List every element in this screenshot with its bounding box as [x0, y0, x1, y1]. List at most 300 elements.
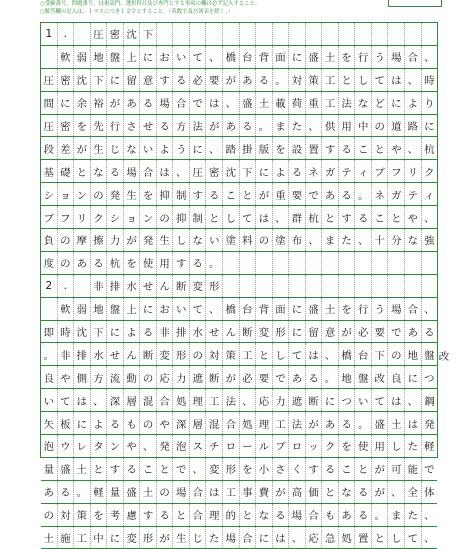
grid-cell: 変 [190, 275, 207, 297]
grid-cell: 排 [173, 321, 190, 343]
grid-cell: 。 [355, 412, 372, 434]
grid-cell: 余 [74, 92, 91, 114]
grid-cell: ク [424, 166, 435, 179]
grid-cell: 動 [124, 366, 141, 388]
grid-row [41, 206, 437, 229]
grid-cell: 土 [41, 527, 58, 549]
grid-cell: こ [339, 458, 356, 480]
grid-cell: 盤 [424, 349, 435, 362]
grid-cell: 発 [424, 418, 435, 431]
grid-cell: 場 [157, 92, 174, 114]
grid-cell: ン [107, 435, 124, 457]
grid-cell [273, 252, 290, 274]
grid-cell: ウ [58, 435, 75, 457]
grid-cell: し [223, 206, 240, 228]
grid-cell: 水 [91, 343, 108, 365]
grid-cell: 群 [289, 206, 306, 228]
grid-cell: 、 [273, 206, 290, 228]
grid-cell: し [355, 69, 372, 91]
grid-cell: タ [91, 435, 108, 457]
grid-cell: 要 [289, 183, 306, 205]
grid-cell: る [339, 183, 356, 205]
grid-cell: 合 [405, 46, 422, 68]
grid-row [41, 343, 437, 366]
grid-cell: ク [91, 206, 108, 228]
grid-cell: と [173, 504, 190, 526]
grid-cell: 供 [322, 115, 339, 137]
grid-cell: ッ [306, 435, 323, 457]
grid-cell: る [339, 137, 356, 159]
grid-cell: 発 [107, 183, 124, 205]
grid-cell: す [339, 206, 356, 228]
grid-cell: を [273, 137, 290, 159]
grid-cell: 使 [355, 435, 372, 457]
grid-cell: 盤 [355, 366, 372, 388]
grid-cell: 下 [140, 23, 157, 45]
grid-cell: 非 [91, 275, 108, 297]
grid-cell [289, 252, 306, 274]
grid-cell: て [58, 389, 75, 411]
grid-cell [240, 23, 257, 45]
grid-cell: 意 [140, 69, 157, 91]
grid-cell: な [405, 229, 422, 251]
grid-cell: 発 [140, 229, 157, 251]
grid-row [41, 298, 437, 321]
grid-cell: た [206, 527, 223, 549]
grid-cell: 密 [206, 160, 223, 182]
grid-cell: 段 [41, 137, 58, 159]
grid-cell: 理 [206, 504, 223, 526]
grid-cell: な [190, 229, 207, 251]
grid-cell: ョ [124, 206, 141, 228]
grid-cell: す [306, 458, 323, 480]
grid-cell: レ [74, 435, 91, 457]
grid-cell: 断 [240, 321, 257, 343]
grid-cell: る [424, 327, 435, 340]
grid-cell [74, 275, 91, 297]
grid-cell: は [206, 481, 223, 503]
grid-cell: を [339, 298, 356, 320]
grid-cell: 。 [256, 115, 273, 137]
grid-cell: 変 [256, 321, 273, 343]
grid-cell: に [256, 527, 273, 549]
grid-cell: 抑 [157, 183, 174, 205]
grid-cell [256, 23, 273, 45]
grid-cell: 形 [140, 527, 157, 549]
grid-cell: が [273, 481, 290, 503]
grid-cell: 中 [355, 115, 372, 137]
grid-cell: 的 [223, 504, 240, 526]
grid-cell: こ [355, 137, 372, 159]
grid-row [41, 275, 437, 298]
grid-cell: に [140, 298, 157, 320]
grid-cell: は [157, 160, 174, 182]
grid-cell: 対 [289, 69, 306, 91]
grid-cell: シ [41, 183, 58, 205]
grid-cell: や [157, 412, 174, 434]
grid-cell: せ [206, 321, 223, 343]
grid-row [41, 183, 437, 206]
grid-cell: よ [91, 412, 108, 434]
grid-cell: 理 [256, 412, 273, 434]
grid-cell: 対 [206, 343, 223, 365]
grid-cell: に [140, 46, 157, 68]
grid-cell: ネ [306, 160, 323, 182]
grid-cell: と [372, 137, 389, 159]
grid-cell: 軽 [424, 441, 435, 454]
grid-cell: 非 [157, 321, 174, 343]
grid-cell: と [322, 481, 339, 503]
grid-cell: 行 [107, 115, 124, 137]
grid-row [41, 435, 437, 458]
grid-cell: 橋 [223, 298, 240, 320]
grid-cell: が [206, 115, 223, 137]
grid-cell: 重 [306, 92, 323, 114]
grid-cell: . [58, 275, 75, 297]
grid-cell: ン [74, 183, 91, 205]
grid-cell: 、 [405, 69, 422, 91]
grid-cell: 小 [256, 458, 273, 480]
grid-row [41, 92, 437, 115]
grid-cell: に [107, 321, 124, 343]
grid-cell: 、 [424, 212, 435, 225]
grid-cell: や [58, 366, 75, 388]
grid-cell: ブ [372, 160, 389, 182]
grid-cell: 負 [41, 229, 58, 251]
grid-cell: な [339, 481, 356, 503]
grid-cell: 塗 [223, 229, 240, 251]
grid-cell: 工 [322, 92, 339, 114]
grid-cell: 断 [306, 389, 323, 411]
grid-cell: 背 [256, 298, 273, 320]
grid-cell: に [289, 46, 306, 68]
grid-cell: ロ [289, 435, 306, 457]
grid-cell: さ [273, 458, 290, 480]
header-box [388, 0, 442, 7]
instruction-line-2: ○解答欄の記入は、１マスにつき１文字とすること。（英数字及び図表を除く。） [40, 9, 234, 15]
grid-cell: が [256, 183, 273, 205]
grid-cell: は [74, 389, 91, 411]
grid-cell: 、 [206, 46, 223, 68]
grid-cell: 体 [424, 487, 435, 500]
grid-cell: 合 [223, 412, 240, 434]
grid-cell [273, 23, 290, 45]
grid-cell: あ [41, 481, 58, 503]
grid-cell: 遮 [190, 366, 207, 388]
grid-cell [306, 252, 323, 274]
grid-cell [74, 23, 91, 45]
grid-row [41, 160, 437, 183]
grid-cell: 、 [190, 458, 207, 480]
grid-cell: お [157, 46, 174, 68]
grid-cell: る [58, 481, 75, 503]
grid-cell: 橋 [223, 46, 240, 68]
grid-row [41, 46, 437, 69]
grid-cell: 断 [173, 275, 190, 297]
grid-cell [405, 252, 422, 274]
grid-cell: と [240, 183, 257, 205]
grid-cell: 費 [256, 481, 273, 503]
grid-cell: 弱 [74, 46, 91, 68]
instruction-line-1: ○受験番号、問題番号、技術部門、選択科目及び専門とする事項の欄は必ず記入すること。 [40, 1, 261, 7]
grid-cell: と [388, 206, 405, 228]
grid-cell: あ [289, 366, 306, 388]
grid-cell: 強 [424, 235, 435, 248]
grid-cell: 、 [173, 160, 190, 182]
grid-cell: フ [58, 206, 75, 228]
grid-cell: 土 [256, 92, 273, 114]
grid-cell: 2 [41, 275, 58, 297]
grid-cell: 密 [58, 115, 75, 137]
grid-row [41, 458, 437, 481]
grid-cell: す [322, 137, 339, 159]
grid-cell: と [74, 160, 91, 182]
grid-cell: 、 [306, 115, 323, 137]
grid-cell: る [157, 504, 174, 526]
grid-cell: て [240, 206, 257, 228]
grid-cell: ョ [58, 183, 75, 205]
grid-cell: せ [107, 343, 124, 365]
grid-cell: 地 [405, 343, 422, 365]
grid-cell: 意 [322, 321, 339, 343]
grid-cell: 力 [107, 229, 124, 251]
grid-cell: て [405, 527, 422, 549]
grid-cell: る [140, 92, 157, 114]
grid-cell: る [289, 160, 306, 182]
grid-cell: 沈 [223, 160, 240, 182]
grid-cell: や [124, 435, 141, 457]
grid-row [41, 69, 437, 92]
grid-cell: も [322, 504, 339, 526]
grid-cell: 処 [339, 527, 356, 549]
grid-cell: る [273, 504, 290, 526]
grid-cell: が [223, 366, 240, 388]
grid-row [41, 389, 437, 412]
grid-cell: フ [388, 160, 405, 182]
grid-cell: 時 [424, 75, 435, 88]
grid-cell: 荷 [289, 92, 306, 114]
grid-cell: 断 [140, 343, 157, 365]
grid-cell: 、 [424, 510, 435, 523]
grid-cell: 全 [405, 481, 422, 503]
grid-cell: 裕 [91, 92, 108, 114]
grid-cell: 層 [190, 412, 207, 434]
grid-cell: 水 [190, 321, 207, 343]
grid-cell: は [206, 92, 223, 114]
grid-cell: こ [140, 458, 157, 480]
grid-cell: を [140, 183, 157, 205]
grid-cell: 合 [190, 481, 207, 503]
grid-cell: る [190, 252, 207, 274]
grid-cell: 上 [124, 298, 141, 320]
grid-cell: て [190, 298, 207, 320]
grid-cell: に [388, 92, 405, 114]
grid-cell: を [339, 46, 356, 68]
grid-cell: 盛 [58, 458, 75, 480]
grid-cell: 盤 [107, 46, 124, 68]
grid-cell: る [355, 481, 372, 503]
grid-cell: 水 [124, 275, 141, 297]
grid-cell: の [140, 366, 157, 388]
grid-row [41, 412, 437, 435]
grid-cell: 可 [388, 458, 405, 480]
grid-cell [388, 252, 405, 274]
grid-cell: る [91, 252, 108, 274]
grid-cell [223, 275, 240, 297]
grid-cell: 応 [306, 527, 323, 549]
grid-cell: に [256, 160, 273, 182]
grid-cell: る [173, 69, 190, 91]
grid-cell: 制 [190, 206, 207, 228]
grid-cell: で [306, 183, 323, 205]
grid-cell: は [256, 206, 273, 228]
grid-cell: の [388, 343, 405, 365]
grid-cell [240, 252, 257, 274]
grid-cell: を [240, 458, 257, 480]
grid-cell: ネ [372, 183, 389, 205]
grid-cell: 盛 [124, 481, 141, 503]
grid-cell: よ [273, 160, 290, 182]
grid-cell: 道 [388, 115, 405, 137]
grid-cell: る [322, 458, 339, 480]
grid-cell: を [339, 435, 356, 457]
grid-cell: 工 [240, 343, 257, 365]
grid-cell: が [107, 92, 124, 114]
grid-cell: 抑 [173, 206, 190, 228]
margin-overflow-char: 改 [438, 350, 450, 363]
grid-cell: ス [190, 435, 207, 457]
grid-cell: 盤 [107, 298, 124, 320]
grid-cell: の [58, 229, 75, 251]
grid-cell: 策 [306, 69, 323, 91]
grid-cell: 踏 [223, 137, 240, 159]
grid-cell: と [240, 504, 257, 526]
grid-cell: で [190, 92, 207, 114]
grid-row [41, 481, 437, 504]
grid-cell: 用 [339, 115, 356, 137]
grid-cell: 施 [58, 527, 75, 549]
grid-cell: い [140, 137, 157, 159]
grid-cell: 必 [355, 321, 372, 343]
grid-cell: せ [140, 275, 157, 297]
grid-cell [322, 252, 339, 274]
grid-cell: 重 [273, 183, 290, 205]
grid-cell: 急 [322, 527, 339, 549]
grid-cell: 置 [306, 137, 323, 159]
grid-cell: 塗 [273, 229, 290, 251]
grid-cell: で [388, 321, 405, 343]
grid-cell: し [273, 343, 290, 365]
grid-cell: 摩 [74, 229, 91, 251]
grid-cell: る [107, 160, 124, 182]
grid-cell: 置 [355, 527, 372, 549]
grid-cell: 版 [256, 137, 273, 159]
grid-cell: あ [223, 115, 240, 137]
grid-cell: 要 [372, 321, 389, 343]
grid-cell: 泡 [173, 435, 190, 457]
grid-cell: 深 [173, 412, 190, 434]
grid-cell: と [355, 458, 372, 480]
grid-cell: 時 [58, 321, 75, 343]
grid-cell: の [190, 343, 207, 365]
grid-cell: 策 [74, 504, 91, 526]
grid-cell: ん [157, 275, 174, 297]
grid-cell: 橋 [339, 343, 356, 365]
grid-cell [405, 275, 422, 297]
grid-cell: 理 [190, 389, 207, 411]
grid-cell: や [405, 206, 422, 228]
grid-cell: 断 [206, 366, 223, 388]
grid-cell: の [58, 252, 75, 274]
grid-cell: ク [322, 435, 339, 457]
grid-cell: つ [339, 389, 356, 411]
grid-cell: た [405, 504, 422, 526]
grid-cell [355, 252, 372, 274]
grid-cell: に [424, 121, 435, 133]
grid-cell: 合 [157, 389, 174, 411]
grid-cell: 軟 [58, 298, 75, 320]
grid-cell: リ [405, 160, 422, 182]
grid-cell: 使 [140, 252, 157, 274]
grid-row [41, 137, 437, 160]
grid-cell: い [355, 389, 372, 411]
grid-cell: 設 [289, 137, 306, 159]
grid-cell: の [157, 206, 174, 228]
grid-cell: 、 [424, 533, 435, 546]
grid-cell [306, 23, 323, 45]
grid-cell: 遮 [289, 389, 306, 411]
grid-cell: 生 [124, 183, 141, 205]
grid-cell: 合 [306, 504, 323, 526]
grid-cell: 擦 [91, 229, 108, 251]
grid-cell [173, 23, 190, 45]
grid-cell: 方 [91, 366, 108, 388]
grid-cell: す [107, 458, 124, 480]
grid-cell: 礎 [58, 160, 75, 182]
grid-cell: 策 [223, 343, 240, 365]
grid-cell: な [256, 504, 273, 526]
grid-cell: 、 [91, 389, 108, 411]
grid-cell: る [355, 206, 372, 228]
grid-cell [422, 275, 438, 297]
grid-cell: あ [339, 504, 356, 526]
grid-cell: 先 [91, 115, 108, 137]
grid-cell: す [157, 69, 174, 91]
grid-cell: 法 [223, 389, 240, 411]
grid-cell: 盛 [306, 46, 323, 68]
grid-cell: 必 [240, 366, 257, 388]
grid-cell: る [355, 504, 372, 526]
grid-cell: 工 [206, 389, 223, 411]
grid-row [41, 504, 437, 527]
grid-cell: 変 [124, 527, 141, 549]
grid-cell: 行 [355, 46, 372, 68]
grid-row [41, 252, 437, 275]
grid-cell: 改 [372, 366, 389, 388]
grid-cell: 量 [107, 481, 124, 503]
grid-cell: 変 [206, 458, 223, 480]
grid-row [41, 229, 437, 252]
grid-cell [339, 275, 356, 297]
grid-cell: ィ [355, 160, 372, 182]
grid-cell [372, 275, 389, 297]
grid-cell: 弱 [74, 298, 91, 320]
grid-cell: が [372, 458, 389, 480]
grid-cell: に [190, 137, 207, 159]
grid-cell: 留 [124, 69, 141, 91]
grid-cell: す [140, 504, 157, 526]
grid-cell [190, 23, 207, 45]
